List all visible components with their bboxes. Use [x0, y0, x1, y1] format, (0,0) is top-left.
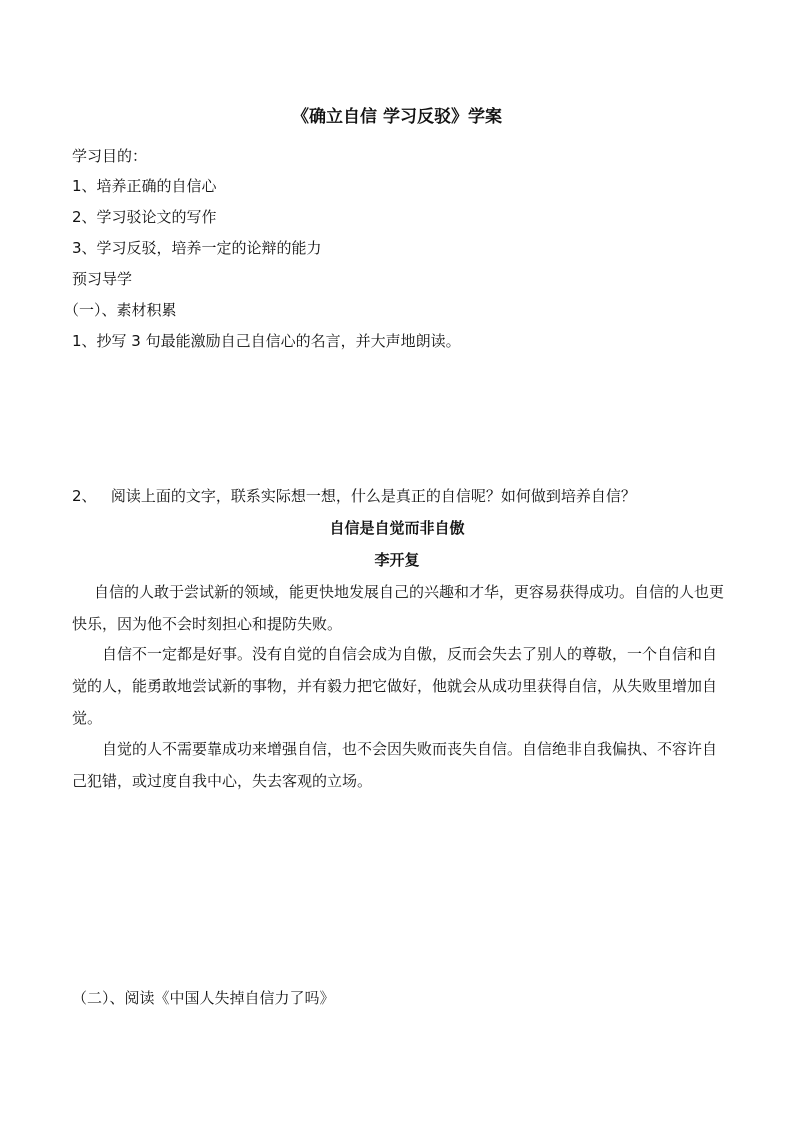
objectives-heading: 学习目的：: [72, 147, 148, 165]
task-2: 2、 阅读上面的文字，联系实际想一想，什么是真正的自信呢？如何做到培养自信？: [72, 487, 636, 505]
objective-item: 2、学习驳论文的写作: [72, 208, 217, 226]
document-title: 《确立自信 学习反驳》学案: [292, 107, 502, 127]
article-title: 自信是自觉而非自傲: [329, 519, 465, 537]
preview-heading: 预习导学: [72, 270, 133, 288]
section2-heading: （二）、阅读《中国人失掉自信力了吗》: [72, 989, 335, 1007]
section1-heading: （一）、素材积累: [64, 301, 177, 319]
objective-item: 1、培养正确的自信心: [72, 177, 217, 195]
article-paragraph: 自觉的人不需要靠成功来增强自信，也不会因失败而丧失自信。自信绝非自我偏执、不容许自己犯错，或过度自我中心，失去客观的立场。: [72, 740, 718, 790]
article-paragraph: 自信的人敢于尝试新的领域，能更快地发展自己的兴趣和才华，更容易获得成功。自信的人也更快乐，因为他不会时刻担心和提防失败。: [72, 583, 725, 633]
objective-item: 3、学习反驳，培养一定的论辩的能力: [72, 239, 322, 257]
task-1: 1、抄写 3 句最能激励自己自信心的名言，并大声地朗读。: [72, 332, 461, 350]
article-author: 李开复: [374, 551, 420, 569]
article-paragraph: 自信不一定都是好事。没有自觉的自信会成为自傲，反而会失去了别人的尊敬，一个自信和自觉的人，能勇敢地尝试新的事物，并有毅力把它做好，他就会从成功里获得自信，从失败里增加自觉。: [72, 645, 718, 727]
